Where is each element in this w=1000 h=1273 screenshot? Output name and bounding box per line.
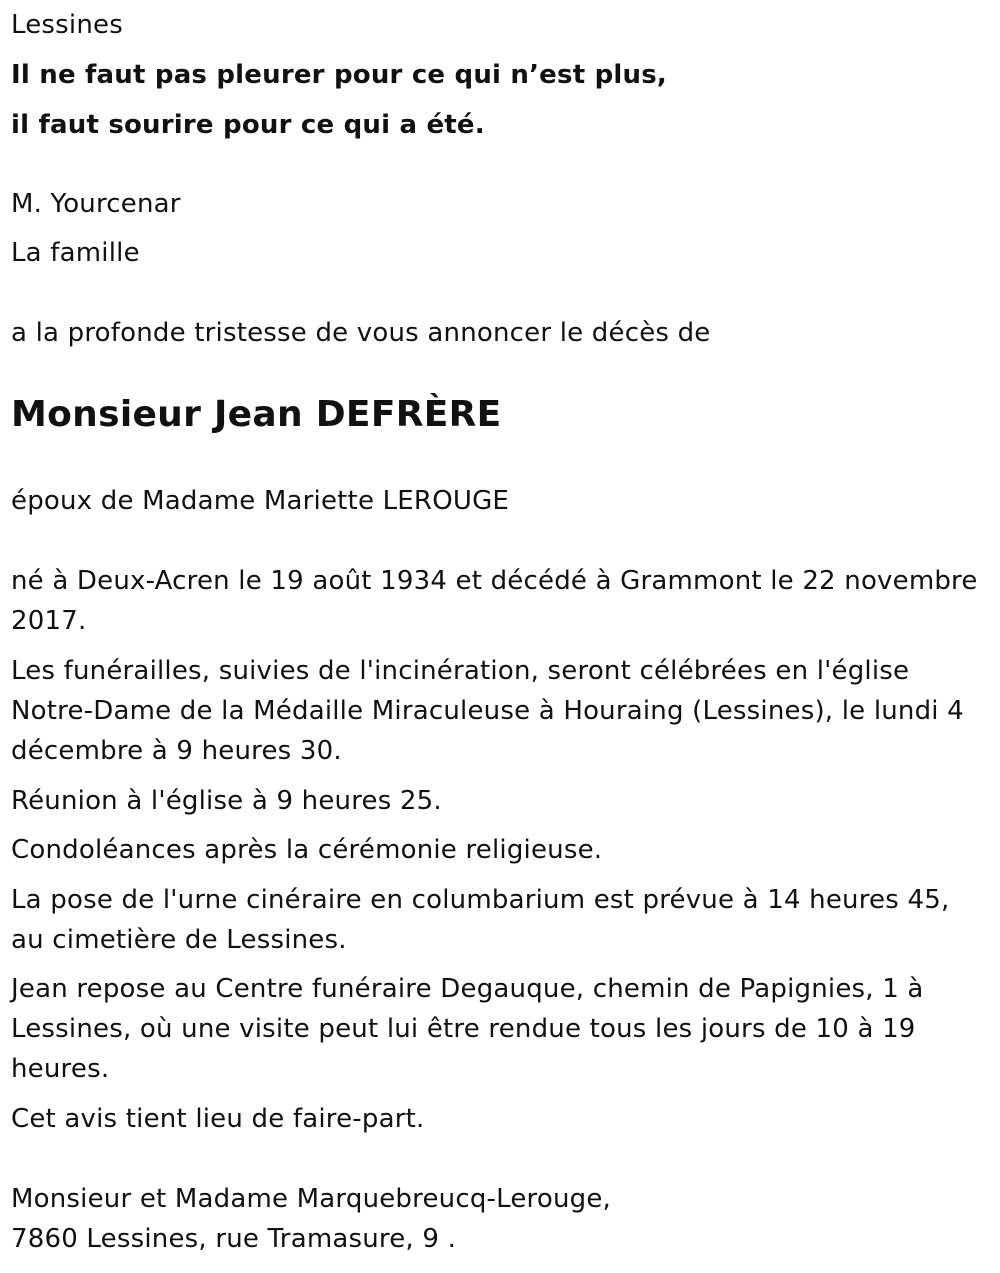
notice-text: Cet avis tient lieu de faire-part. xyxy=(11,1104,425,1134)
funeral-line-3: décembre à 9 heures 30. xyxy=(11,736,342,766)
urn-line-2: au cimetière de Lessines. xyxy=(11,925,347,955)
funeral-line-2: Notre-Dame de la Médaille Miraculeuse à Houraing (Lessines), le lundi 4 xyxy=(11,696,964,726)
visitation-paragraph xyxy=(11,969,986,1089)
quote-line-2: il faut sourire pour ce qui a été. xyxy=(11,110,485,140)
condolences-text: Condoléances après la cérémonie religieuse. xyxy=(11,835,603,865)
location: Lessines xyxy=(11,10,123,40)
funeral-paragraph xyxy=(11,651,986,771)
birth-death-line-2: 2017. xyxy=(11,606,87,636)
deceased-name: Monsieur Jean DEFRÈRE xyxy=(11,394,502,435)
spouse: époux de Madame Mariette LEROUGE xyxy=(11,486,510,516)
birth-death-paragraph xyxy=(11,561,986,641)
contact-name: Monsieur et Madame Marquebreucq-Lerouge, xyxy=(11,1184,612,1214)
condolences-paragraph xyxy=(11,830,986,870)
funeral-line-1: Les funérailles, suivies de l'incinération, seront célébrées en l'église xyxy=(11,656,910,686)
urn-paragraph xyxy=(11,880,986,960)
notice-paragraph xyxy=(11,1099,986,1139)
family: La famille xyxy=(11,238,140,268)
birth-death-line-1: né à Deux-Acren le 19 août 1934 et décédé à Grammont le 22 novembre xyxy=(11,566,978,596)
contact-address: 7860 Lessines, rue Tramasure, 9 . xyxy=(11,1224,457,1254)
reunion-text: Réunion à l'église à 9 heures 25. xyxy=(11,786,442,816)
quote-line-1: Il ne faut pas pleurer pour ce qui n’est plus, xyxy=(11,60,667,90)
visitation-line-2: Lessines, où une visite peut lui être rendue tous les jours de 10 à 19 xyxy=(11,1014,916,1044)
visitation-line-1: Jean repose au Centre funéraire Degauque, chemin de Papignies, 1 à xyxy=(11,974,924,1004)
reunion-paragraph xyxy=(11,781,986,821)
urn-line-1: La pose de l'urne cinéraire en columbarium est prévue à 14 heures 45, xyxy=(11,885,950,915)
contact-block xyxy=(11,1179,986,1259)
announcement: a la profonde tristesse de vous annoncer le décès de xyxy=(11,318,711,348)
quote-author: M. Yourcenar xyxy=(11,189,181,219)
visitation-line-3: heures. xyxy=(11,1054,110,1084)
